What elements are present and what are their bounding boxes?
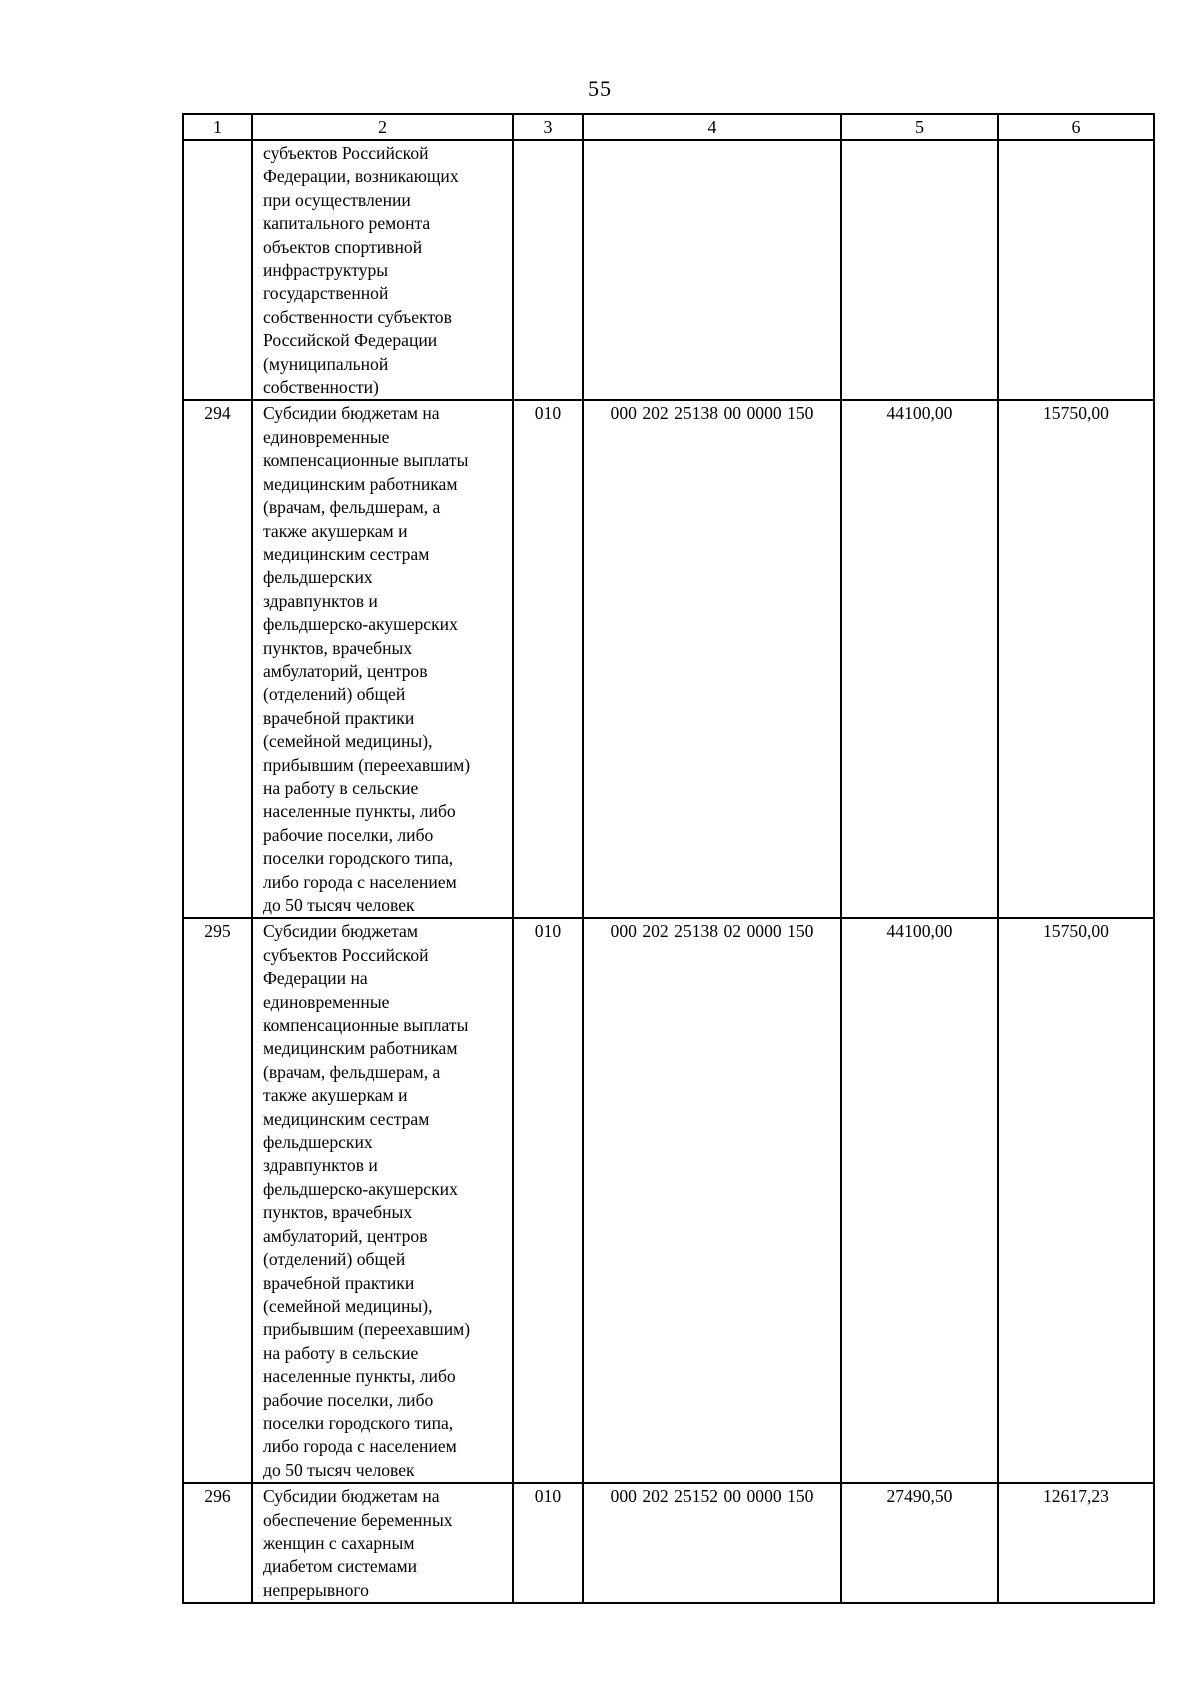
description-line: медицинским сестрам: [263, 543, 430, 564]
description-line: либо города с населением: [263, 871, 457, 892]
description-line: врачебной практики: [263, 1272, 415, 1293]
budget-code-cell: [583, 140, 841, 400]
description-line: собственности субъектов: [263, 306, 452, 327]
description-line: государственной: [263, 283, 389, 304]
column-header: 2: [252, 114, 513, 140]
description-line: Федерации на: [263, 968, 368, 989]
description-line: прибывшим (переехавшим): [263, 1319, 471, 1340]
row-number-cell: 295: [183, 918, 252, 1483]
admin-code-cell: [513, 140, 583, 400]
description-line: (врачам, фельдшерам, а: [263, 1061, 441, 1082]
row-number-cell: [183, 140, 252, 400]
description-line: обеспечение беременных: [263, 1509, 453, 1530]
description-line: инфраструктуры: [263, 260, 389, 281]
description-line: Российской Федерации: [263, 330, 438, 351]
column-header: 5: [841, 114, 998, 140]
description-line: поселки городского типа,: [263, 1412, 454, 1433]
description-line: субъектов Российской: [263, 143, 429, 163]
table-row: [183, 918, 1154, 1483]
description-line: медицинским работникам: [263, 473, 458, 494]
description-line: единовременные: [263, 426, 390, 447]
description-line: населенные пункты, либо: [263, 1366, 456, 1387]
page-number: 55: [588, 76, 612, 101]
description-line: (отделений) общей: [263, 1249, 406, 1270]
description-line: также акушеркам и: [263, 520, 408, 541]
description-line: (отделений) общей: [263, 684, 406, 705]
description-line: фельдшерско-акушерских: [263, 614, 458, 635]
description-line: амбулаторий, центров: [263, 660, 428, 681]
description-line: здравпунктов и: [263, 590, 378, 611]
amount-cell-col6: 15750,00: [998, 918, 1154, 1483]
column-header: 3: [513, 114, 583, 140]
description-line: фельдшерских: [263, 567, 373, 588]
row-number-cell: 296: [183, 1483, 252, 1603]
description-line: населенные пункты, либо: [263, 801, 456, 822]
description-line: либо города с населением: [263, 1436, 457, 1457]
description-line: пунктов, врачебных: [263, 1202, 413, 1223]
description-line: диабетом системами: [263, 1556, 418, 1577]
description-line: на работу в сельские: [263, 1342, 419, 1363]
description-line: собственности): [263, 377, 379, 398]
description-line: компенсационные выплаты: [263, 1015, 469, 1036]
admin-code-cell: 010: [513, 1483, 583, 1603]
description-line: женщин с сахарным: [263, 1532, 415, 1553]
description-line: Субсидии бюджетам на: [263, 1486, 440, 1507]
description-line: капитального ремонта: [263, 213, 431, 234]
description-line: (врачам, фельдшерам, а: [263, 497, 441, 518]
description-line: до 50 тысяч человек: [263, 895, 415, 915]
description-line: Субсидии бюджетам: [263, 921, 418, 942]
description-line: врачебной практики: [263, 707, 415, 728]
description-line: непрерывного: [263, 1579, 369, 1600]
table-row: [183, 1483, 1154, 1603]
description-line: на работу в сельские: [263, 777, 419, 798]
amount-cell-col5: [841, 140, 998, 400]
table-header-row: [183, 114, 1154, 140]
amount-cell-col5: 27490,50: [841, 1483, 998, 1603]
amount-cell-col6: 15750,00: [998, 400, 1154, 918]
budget-code-cell: 000 202 25152 00 0000 150: [583, 1483, 841, 1603]
description-line: объектов спортивной: [263, 236, 423, 257]
description-line: Федерации, возникающих: [263, 166, 459, 187]
description-line: медицинским работникам: [263, 1038, 458, 1059]
amount-cell-col6: 12617,23: [998, 1483, 1154, 1603]
description-cell: [252, 918, 513, 1483]
amount-cell-col5: 44100,00: [841, 918, 998, 1483]
description-line: компенсационные выплаты: [263, 450, 469, 471]
description-line: единовременные: [263, 991, 390, 1012]
budget-table: [182, 113, 1155, 1604]
budget-code-cell: 000 202 25138 00 0000 150: [583, 400, 841, 918]
admin-code-cell: 010: [513, 400, 583, 918]
description-line: субъектов Российской: [263, 944, 429, 965]
description-line: при осуществлении: [263, 189, 411, 210]
amount-cell-col6: [998, 140, 1154, 400]
row-number-cell: 294: [183, 400, 252, 918]
table-row: [183, 400, 1154, 918]
description-line: рабочие поселки, либо: [263, 1389, 434, 1410]
column-header: 1: [183, 114, 252, 140]
description-line: пунктов, врачебных: [263, 637, 413, 658]
column-header: 4: [583, 114, 841, 140]
table-body: [183, 140, 1154, 1603]
description-line: поселки городского типа,: [263, 848, 454, 869]
description-line: амбулаторий, центров: [263, 1225, 428, 1246]
description-line: также акушеркам и: [263, 1085, 408, 1106]
description-line: (семейной медицины),: [263, 731, 433, 752]
description-line: прибывшим (переехавшим): [263, 754, 471, 775]
description-line: до 50 тысяч человек: [263, 1459, 415, 1480]
description-cell: [252, 140, 513, 400]
description-cell: [252, 1483, 513, 1603]
description-line: (муниципальной: [263, 353, 389, 374]
admin-code-cell: 010: [513, 918, 583, 1483]
description-line: здравпунктов и: [263, 1155, 378, 1176]
description-line: Субсидии бюджетам на: [263, 403, 440, 424]
budget-code-cell: 000 202 25138 02 0000 150: [583, 918, 841, 1483]
description-line: (семейной медицины),: [263, 1295, 433, 1316]
column-header: 6: [998, 114, 1154, 140]
description-line: фельдшерско-акушерских: [263, 1178, 458, 1199]
description-line: рабочие поселки, либо: [263, 824, 434, 845]
description-line: медицинским сестрам: [263, 1108, 430, 1129]
table-row: [183, 140, 1154, 400]
description-line: фельдшерских: [263, 1132, 373, 1153]
description-cell: [252, 400, 513, 918]
amount-cell-col5: 44100,00: [841, 400, 998, 918]
